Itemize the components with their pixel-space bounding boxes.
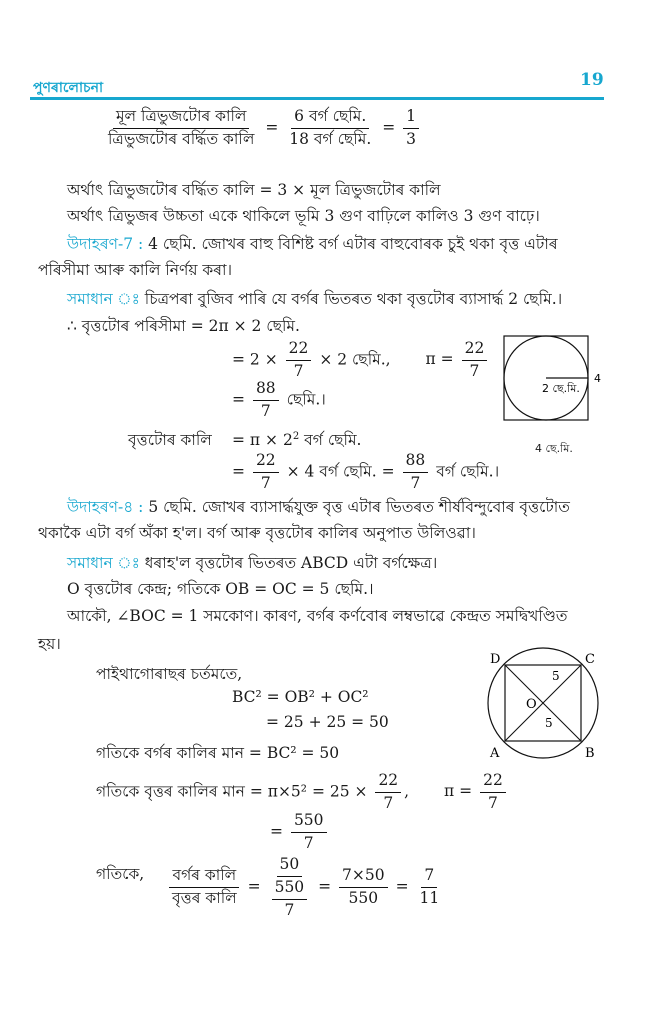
comma: , xyxy=(404,782,410,801)
eq-sign: = xyxy=(265,118,279,137)
radius-label: 2 ছে.মি. xyxy=(542,382,580,395)
frac-num: 7 xyxy=(421,867,437,888)
example-7-label: উদাহৰণ-7 : xyxy=(67,235,144,253)
perim-step-b: × 2 ছেমি., xyxy=(319,350,391,369)
ratio-result-num: 1 xyxy=(403,108,419,129)
example-8-text: 5 ছেমি. জোখৰ ব্যাসাৰ্দ্ধযুক্ত বৃত্ত এটাৰ ভিতৰত শীৰ্ষবিন্দুবোৰ বৃত্তটোত xyxy=(148,498,570,516)
solution-label: সমাধান ঃ xyxy=(67,290,140,308)
fraction-22-7-pi xyxy=(462,340,488,381)
frac-den-compound xyxy=(269,877,311,920)
vertex-A: A xyxy=(490,746,500,761)
radius-label-2: 5 xyxy=(545,716,553,730)
ratio-result-den: 3 xyxy=(406,129,417,148)
fraction-7-11 xyxy=(417,867,443,908)
final-ratio xyxy=(166,856,445,919)
frac-den: 7 xyxy=(303,833,314,852)
angle-line-cont: হয়। xyxy=(38,635,61,653)
ratio-den-label: ত্রিভুজটোৰ বৰ্দ্ধিত কালি xyxy=(108,129,255,148)
vertex-D: D xyxy=(490,652,501,667)
solution-8 xyxy=(67,551,437,577)
final-label: গতিকে, xyxy=(96,865,145,883)
radius-label-1: 5 xyxy=(552,669,560,683)
figure-inscribed-circle xyxy=(498,330,608,440)
frac-num: 88 xyxy=(403,452,429,473)
area-step-1 xyxy=(232,452,499,493)
frac-num: 7×50 xyxy=(339,867,388,888)
example-7-text: 4 ছেমি. জোখৰ বাহু বিশিষ্ট বৰ্গ এটাৰ বাহুবোৰক চুই থকা বৃত্ত এটাৰ xyxy=(148,235,558,253)
eq-sign: = xyxy=(232,462,245,481)
fraction-7x50-550 xyxy=(339,867,388,908)
frac-den: 7 xyxy=(488,793,498,812)
running-header-title: পুণৰালোচনা xyxy=(33,80,103,96)
ratio-num-label: মূল ত্রিভুজটোৰ কালি xyxy=(113,108,249,129)
frac-num: 50 xyxy=(277,856,303,877)
perim-step-a: = 2 × xyxy=(232,350,278,369)
bc-equation: BC² = OB² + OC² xyxy=(232,688,369,706)
final-label-fraction xyxy=(169,867,240,908)
frac-den: 7 xyxy=(469,361,480,380)
header-rule xyxy=(30,97,604,100)
fraction-550-7 xyxy=(291,812,327,853)
pythagoras-line: পাইথাগোৰাছৰ চৰ্তমতে, xyxy=(96,665,243,683)
text-line-2: অৰ্থাৎ ত্রিভুজৰ উচ্চতা একে থাকিলে ভূমি 3 গুণ বাঢ়িলে কালিও 3 গুণ বাঢ়ে। xyxy=(67,207,540,225)
example-8-label: উদাহৰণ-৪ : xyxy=(67,498,144,516)
center-O: O xyxy=(526,697,537,712)
area-unit: বৰ্গ ছেমি. xyxy=(304,431,362,449)
frac-den: 7 xyxy=(410,473,421,492)
square-area-line: গতিকে বৰ্গৰ কালিৰ মান = BC² = 50 xyxy=(96,744,340,762)
frac-num: 22 xyxy=(253,452,279,473)
frac-num: 22 xyxy=(462,340,488,361)
area-step1-mid: × 4 বৰ্গ ছেমি. = xyxy=(286,462,395,481)
frac-num: 550 xyxy=(291,812,327,833)
circle-area-line xyxy=(96,772,509,813)
frac-den: 7 xyxy=(284,900,295,919)
fraction-22-7-area xyxy=(253,452,279,493)
center-line: O বৃত্তটোৰ কেন্দ্ৰ; গতিকে OB = OC = 5 ছেমি.। xyxy=(67,580,374,598)
ratio-block xyxy=(102,108,422,149)
eq-sign: = xyxy=(232,390,245,409)
frac-num: 22 xyxy=(286,340,312,361)
text-line-1: অৰ্থাৎ ত্রিভুজটোৰ বৰ্দ্ধিত কালি = 3 × মূল ত্রিভুজটোৰ কালি xyxy=(67,181,441,199)
eq-sign: = xyxy=(318,877,332,896)
solution-7 xyxy=(67,287,562,313)
frac-den: 7 xyxy=(260,401,271,420)
frac-den: 550 xyxy=(348,889,379,908)
ratio-value-fraction xyxy=(286,108,374,149)
frac-den: 7 xyxy=(383,793,394,812)
perimeter-step-2 xyxy=(232,380,326,421)
pi-eq: π = xyxy=(444,782,473,801)
example-7 xyxy=(67,232,558,258)
ratio-num-value: 6 বৰ্গ ছেমি. xyxy=(291,108,369,129)
eq-sign: = xyxy=(395,877,409,896)
perim-unit: ছেমি.। xyxy=(286,390,326,409)
eq-sign: = xyxy=(382,118,396,137)
frac-num: 550 xyxy=(272,879,308,900)
frac-den: 7 xyxy=(260,473,271,492)
solution-8-text: ধৰাহ'ল বৃত্তটোৰ ভিতৰত ABCD এটা বৰ্গক্ষেত্ৰ। xyxy=(144,554,438,572)
example-7-text-cont: পৰিসীমা আৰু কালি নিৰ্ণয় কৰা। xyxy=(38,261,233,279)
frac-den: 7 xyxy=(293,361,304,380)
exponent: 2 xyxy=(292,430,300,442)
vertex-B: B xyxy=(585,746,595,761)
vertex-C: C xyxy=(585,652,595,667)
frac-num: 88 xyxy=(253,380,279,401)
fraction-88-7 xyxy=(253,380,279,421)
final-den-label: বৃত্তৰ কালি xyxy=(172,889,237,908)
area-step0-text: = π × 2 xyxy=(232,431,293,449)
fraction-22-7-pi2 xyxy=(480,772,506,813)
example-8-text-cont: থকাকৈ এটা বৰ্গ অঁকা হ'ল। বৰ্গ আৰু বৃত্তটোৰ কালিৰ অনুপাত উলিওৱা। xyxy=(38,524,476,542)
example-8 xyxy=(67,495,570,521)
frac-num: 22 xyxy=(480,772,506,793)
fraction-22-7-circ xyxy=(375,772,401,813)
circle-area-result xyxy=(270,812,330,853)
fraction-22-7 xyxy=(286,340,312,381)
fraction-50-550-7 xyxy=(269,856,311,919)
solution-7-text: চিত্ৰপৰা বুজিব পাৰি যে বৰ্গৰ ভিতৰত থকা বৃত্তটোৰ ব্যাসাৰ্দ্ধ 2 ছেমি.। xyxy=(144,290,563,308)
ratio-den-value: 18 বৰ্গ ছেমি. xyxy=(289,129,372,148)
area-step-0 xyxy=(232,428,362,454)
frac-num: 22 xyxy=(375,772,401,793)
ratio-label-fraction xyxy=(105,108,257,149)
angle-line: আকৌ, ∠BOC = 1 সমকোণ। কাৰণ, বৰ্গৰ কৰ্ণবোৰ লম্বভাৱে কেন্দ্ৰত সমদ্বিখণ্ডিত xyxy=(67,607,568,625)
eq-sign: = xyxy=(270,822,283,841)
fraction-88-7-area xyxy=(403,452,429,493)
perimeter-line: ∴ বৃত্তটোৰ পৰিসীমা = 2π × 2 ছেমি. xyxy=(67,317,300,335)
solution-label: সমাধান ঃ xyxy=(67,554,140,572)
side-right-label: 4 xyxy=(594,372,601,385)
eq-sign: = xyxy=(247,877,261,896)
page-number: 19 xyxy=(580,70,604,90)
final-num-label: বৰ্গৰ কালি xyxy=(169,867,239,888)
figure-inscribed-square xyxy=(478,645,618,765)
area-step1-end: বৰ্গ ছেমি.। xyxy=(436,462,500,481)
frac-den: 11 xyxy=(419,889,440,908)
fraction-550-7-inner xyxy=(272,879,308,920)
pi-eq: π = xyxy=(425,350,454,369)
area-label: বৃত্তটোৰ কালি xyxy=(128,431,212,449)
side-bottom-label: 4 ছে.মি. xyxy=(535,442,573,455)
perimeter-step-1 xyxy=(232,340,490,381)
circle-area-text: গতিকে বৃত্তৰ কালিৰ মান = π×5² = 25 × xyxy=(96,782,368,801)
bc-value: = 25 + 25 = 50 xyxy=(266,713,389,731)
ratio-result-fraction xyxy=(403,108,419,149)
